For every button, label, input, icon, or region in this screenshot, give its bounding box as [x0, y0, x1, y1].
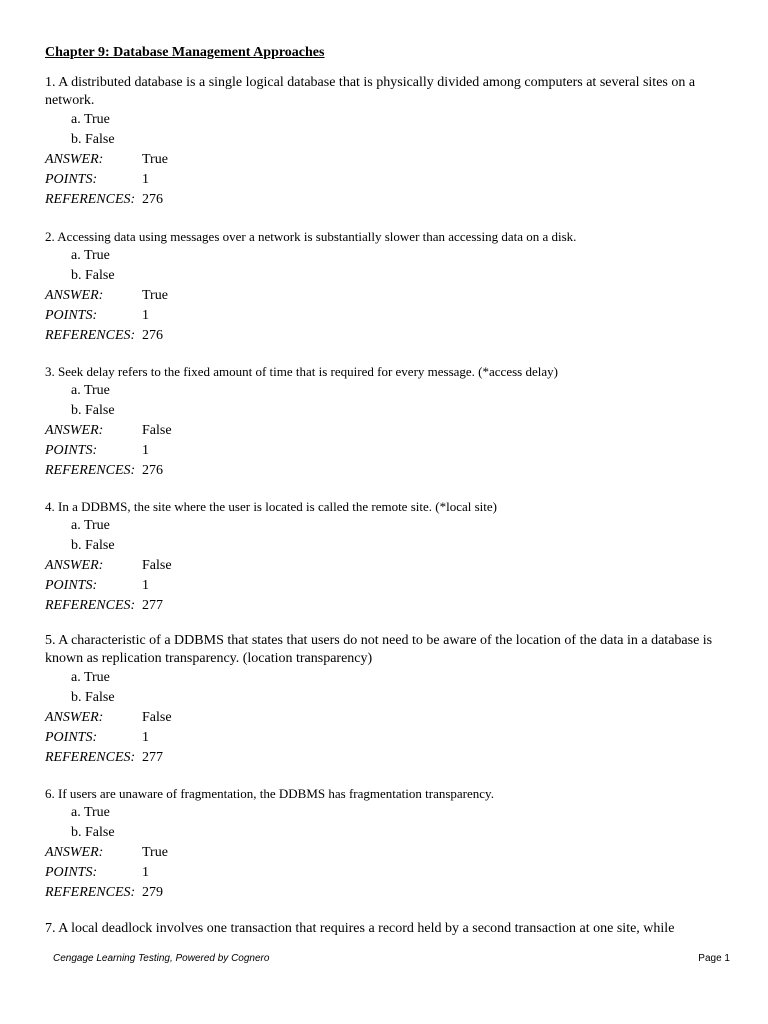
references-row [45, 883, 735, 903]
footer-publisher: Cengage Learning Testing, Powered by Cognero [53, 953, 270, 964]
option-b: b. False [71, 132, 115, 147]
references-row [45, 748, 735, 768]
answer-value: True [142, 288, 168, 303]
question-text: 6. If users are unaware of fragmentation, the DDBMS has fragmentation transparency. [45, 786, 494, 801]
points-row [45, 306, 735, 326]
option-a: a. True [71, 112, 110, 127]
references-label: REFERENCES: [45, 750, 136, 765]
references-value: 276 [142, 328, 163, 343]
references-row [45, 326, 735, 346]
references-label: REFERENCES: [45, 463, 136, 478]
option-a: a. True [71, 518, 110, 533]
option-b: b. False [71, 538, 115, 553]
option-a: a. True [71, 248, 110, 263]
question-text: 5. A characteristic of a DDBMS that states that users do not need to be aware of the location of the data in a database is known as replication transparency. (location transparency) [45, 633, 713, 666]
option-b: b. False [71, 825, 115, 840]
references-label: REFERENCES: [45, 328, 136, 343]
question-text: 1. A distributed database is a single logical database that is physically divided among computers at several sites on a network. [45, 75, 696, 108]
question-6 [45, 785, 735, 903]
answer-label: ANSWER: [45, 423, 104, 438]
points-row [45, 170, 735, 190]
question-text: 7. A local deadlock involves one transaction that requires a record held by a second transaction at one site, while [45, 921, 675, 936]
question-text: 3. Seek delay refers to the fixed amount of time that is required for every message. (*access delay) [45, 364, 558, 379]
answer-value: True [142, 152, 168, 167]
points-value: 1 [142, 308, 149, 323]
points-row [45, 576, 735, 596]
points-value: 1 [142, 443, 149, 458]
points-label: POINTS: [45, 730, 98, 745]
answer-label: ANSWER: [45, 845, 104, 860]
option-a: a. True [71, 670, 110, 685]
answer-value: False [142, 423, 172, 438]
option-b: b. False [71, 690, 115, 705]
answer-row [45, 843, 735, 863]
answer-value: False [142, 558, 172, 573]
option-a: a. True [71, 805, 110, 820]
references-row [45, 461, 735, 481]
answer-row [45, 556, 735, 576]
references-value: 277 [142, 750, 163, 765]
question-5 [45, 632, 735, 768]
references-label: REFERENCES: [45, 598, 136, 613]
points-row [45, 441, 735, 461]
page-title: Chapter 9: Database Management Approaches [45, 45, 325, 60]
question-text: 4. In a DDBMS, the site where the user is located is called the remote site. (*local site) [45, 499, 497, 514]
references-value: 279 [142, 885, 163, 900]
answer-label: ANSWER: [45, 710, 104, 725]
references-value: 276 [142, 192, 163, 207]
question-3 [45, 363, 735, 481]
points-value: 1 [142, 172, 149, 187]
references-value: 277 [142, 598, 163, 613]
answer-row [45, 286, 735, 306]
references-label: REFERENCES: [45, 192, 136, 207]
option-b: b. False [71, 403, 115, 418]
points-label: POINTS: [45, 443, 98, 458]
question-1 [45, 74, 735, 210]
points-label: POINTS: [45, 308, 98, 323]
references-row [45, 596, 735, 616]
option-b: b. False [71, 268, 115, 283]
points-row [45, 863, 735, 883]
answer-value: False [142, 710, 172, 725]
answer-label: ANSWER: [45, 558, 104, 573]
points-label: POINTS: [45, 172, 98, 187]
answer-row [45, 421, 735, 441]
points-value: 1 [142, 730, 149, 745]
answer-row [45, 150, 735, 170]
question-4 [45, 498, 735, 616]
points-label: POINTS: [45, 578, 98, 593]
points-row [45, 728, 735, 748]
answer-row [45, 708, 735, 728]
question-7 [45, 920, 745, 938]
references-value: 276 [142, 463, 163, 478]
answer-label: ANSWER: [45, 288, 104, 303]
references-row [45, 190, 735, 210]
points-value: 1 [142, 865, 149, 880]
points-label: POINTS: [45, 865, 98, 880]
page-number: Page 1 [698, 953, 730, 964]
answer-label: ANSWER: [45, 152, 104, 167]
points-value: 1 [142, 578, 149, 593]
question-2 [45, 228, 735, 346]
question-text: 2. Accessing data using messages over a network is substantially slower than accessing data on a disk. [45, 229, 577, 244]
answer-value: True [142, 845, 168, 860]
references-label: REFERENCES: [45, 885, 136, 900]
option-a: a. True [71, 383, 110, 398]
